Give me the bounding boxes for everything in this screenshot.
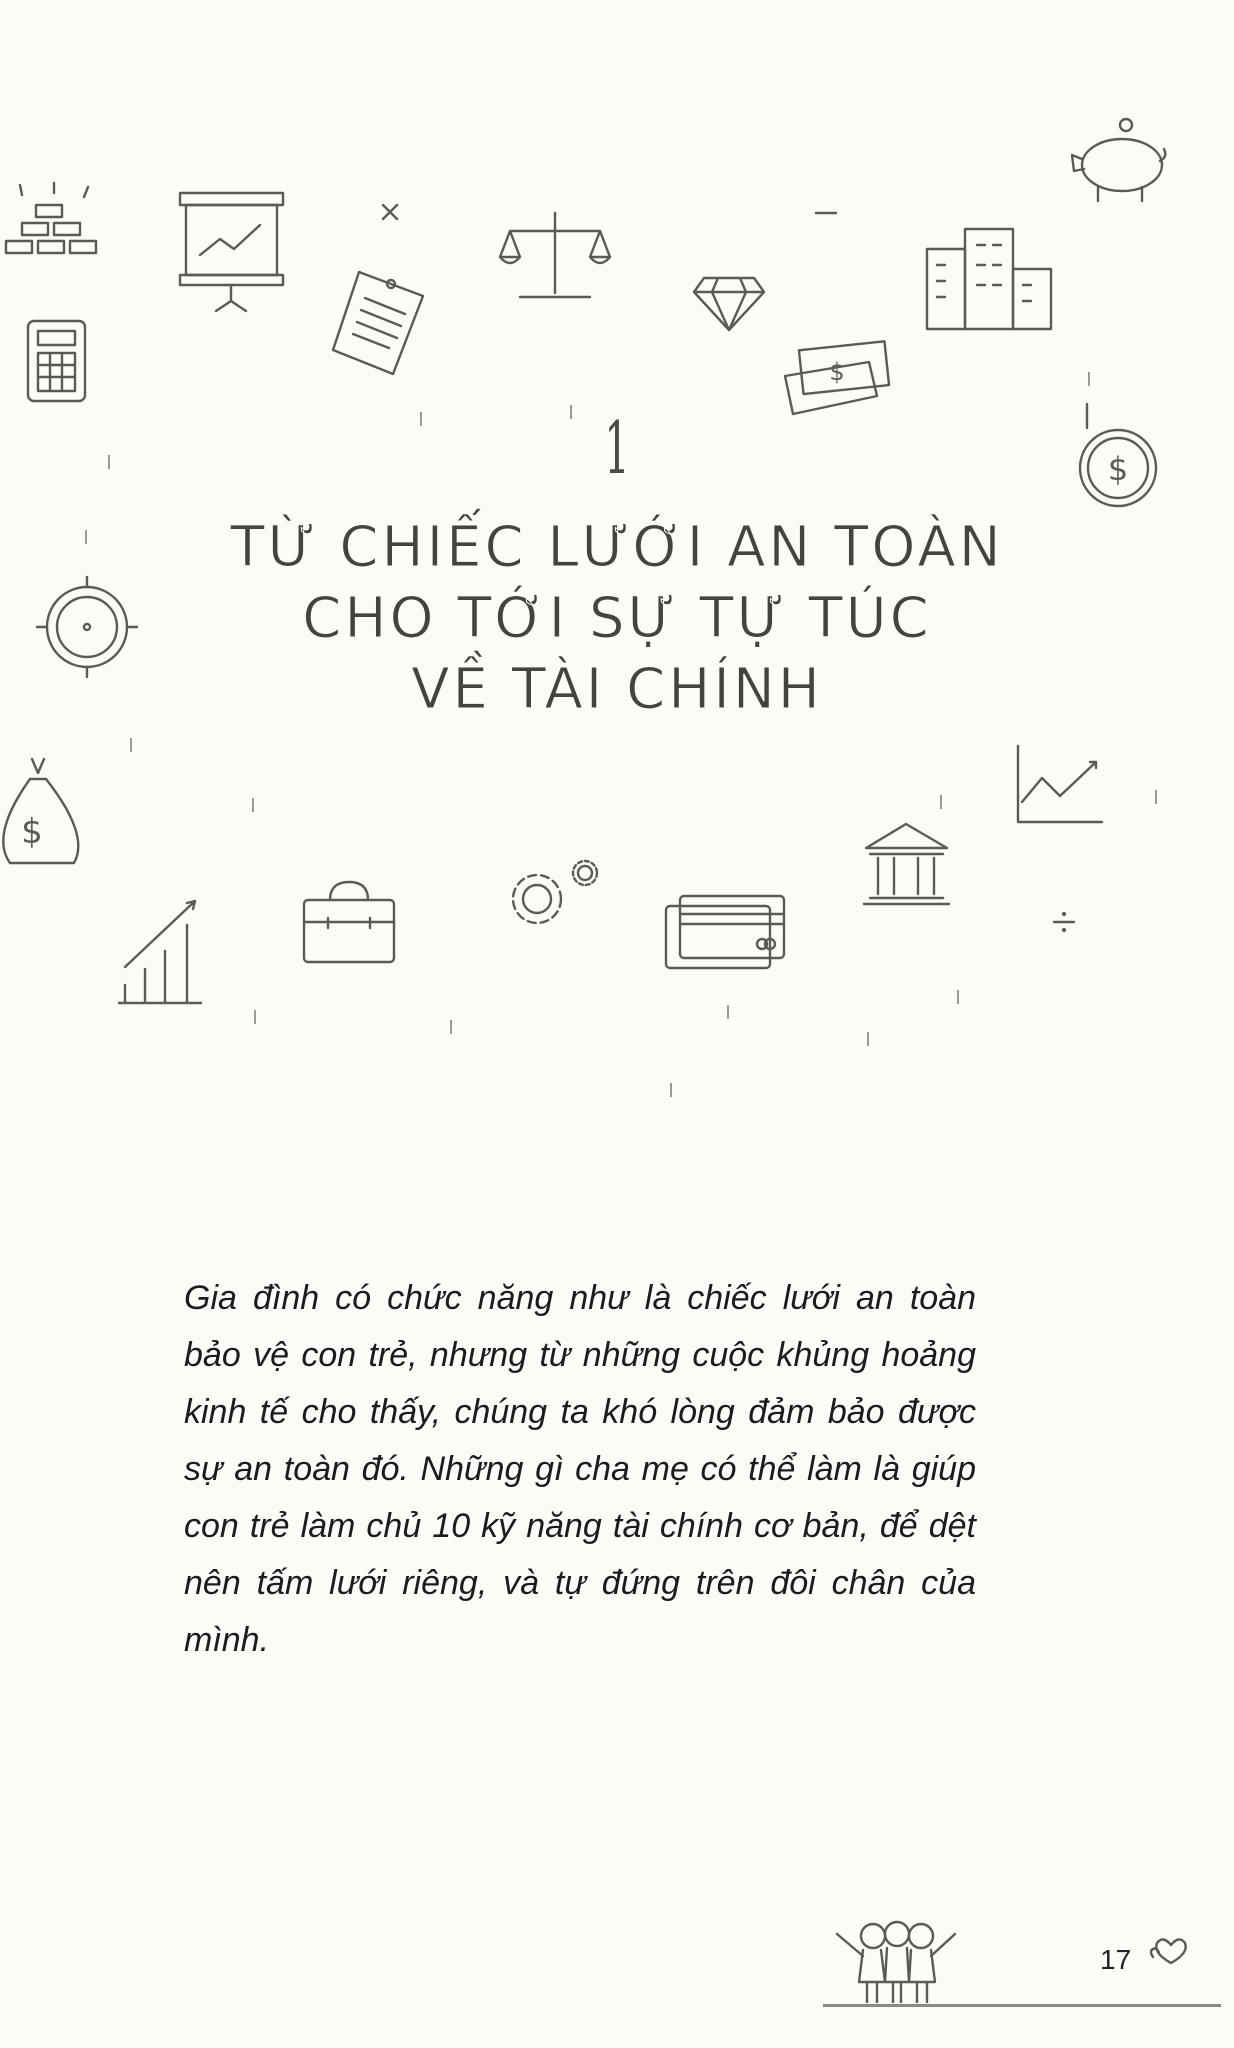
page-number: 17 xyxy=(1100,1944,1132,1975)
target-icon xyxy=(37,575,138,679)
decorative-tick xyxy=(254,1010,256,1024)
chapter-number: 1 xyxy=(604,406,630,490)
chapter-title-line: VỀ TÀI CHÍNH xyxy=(411,657,823,722)
line-chart-icon xyxy=(1012,742,1105,829)
buildings-icon xyxy=(923,225,1055,333)
note-paper-icon xyxy=(329,268,427,379)
credit-cards-icon xyxy=(662,892,788,973)
dollar-sign: $ xyxy=(1107,450,1129,488)
intro-paragraph: Gia đình có chức năng như là chiếc lưới an toàn bảo vệ con trẻ, nhưng từ những cuộc khủng hoảng kinh tế cho thấy, chúng ta khó lòng đảm bảo được sự an toàn đó. Những gì cha mẹ có thể làm là giúp con trẻ làm chủ 10 kỹ năng tài chính cơ bản, để dệt nên tấm lưới riêng, và tự đứng trên đôi chân của mình. xyxy=(184,1279,976,1659)
presentation-board-icon xyxy=(176,189,287,313)
decorative-tick xyxy=(670,1083,672,1097)
divide-sign-icon xyxy=(1052,910,1076,934)
money-bills-icon xyxy=(781,342,892,420)
decorative-tick xyxy=(867,1032,869,1046)
decorative-tick xyxy=(957,990,959,1004)
gears-icon xyxy=(505,859,601,930)
decorative-tick xyxy=(1155,790,1157,804)
bar-chart-icon xyxy=(115,895,206,1008)
dollar-coin-icon xyxy=(1077,400,1160,509)
money-bag-icon xyxy=(0,755,81,872)
close-x-icon xyxy=(380,202,400,222)
decorative-tick xyxy=(108,455,110,469)
decorative-tick xyxy=(1088,372,1090,386)
decorative-tick xyxy=(252,798,254,812)
piggy-bank-icon xyxy=(1068,115,1169,206)
bank-building-icon xyxy=(862,820,951,908)
decorative-tick xyxy=(727,1005,729,1019)
briefcase-icon xyxy=(300,878,398,966)
chapter-title-line: TỪ CHIẾC LƯỚI AN TOÀN xyxy=(230,515,1004,580)
dollar-sign: $ xyxy=(829,358,845,386)
hearts-icon xyxy=(1149,1933,1195,1967)
footer-divider xyxy=(823,2004,1221,2007)
gold-bars-icon xyxy=(2,183,102,261)
chapter-title xyxy=(150,512,1084,725)
dollar-sign: $ xyxy=(21,812,43,852)
decorative-tick xyxy=(85,530,87,544)
diamond-icon xyxy=(690,274,768,333)
decorative-tick xyxy=(940,795,942,809)
dash-mark-icon xyxy=(815,200,837,204)
three-girls-illustration xyxy=(831,1920,964,2005)
decorative-tick xyxy=(450,1020,452,1034)
calculator-icon xyxy=(24,317,89,405)
decorative-tick xyxy=(130,738,132,752)
balance-scale-icon xyxy=(496,209,614,303)
chapter-title-line: CHO TỚI SỰ TỰ TÚC xyxy=(302,586,932,651)
